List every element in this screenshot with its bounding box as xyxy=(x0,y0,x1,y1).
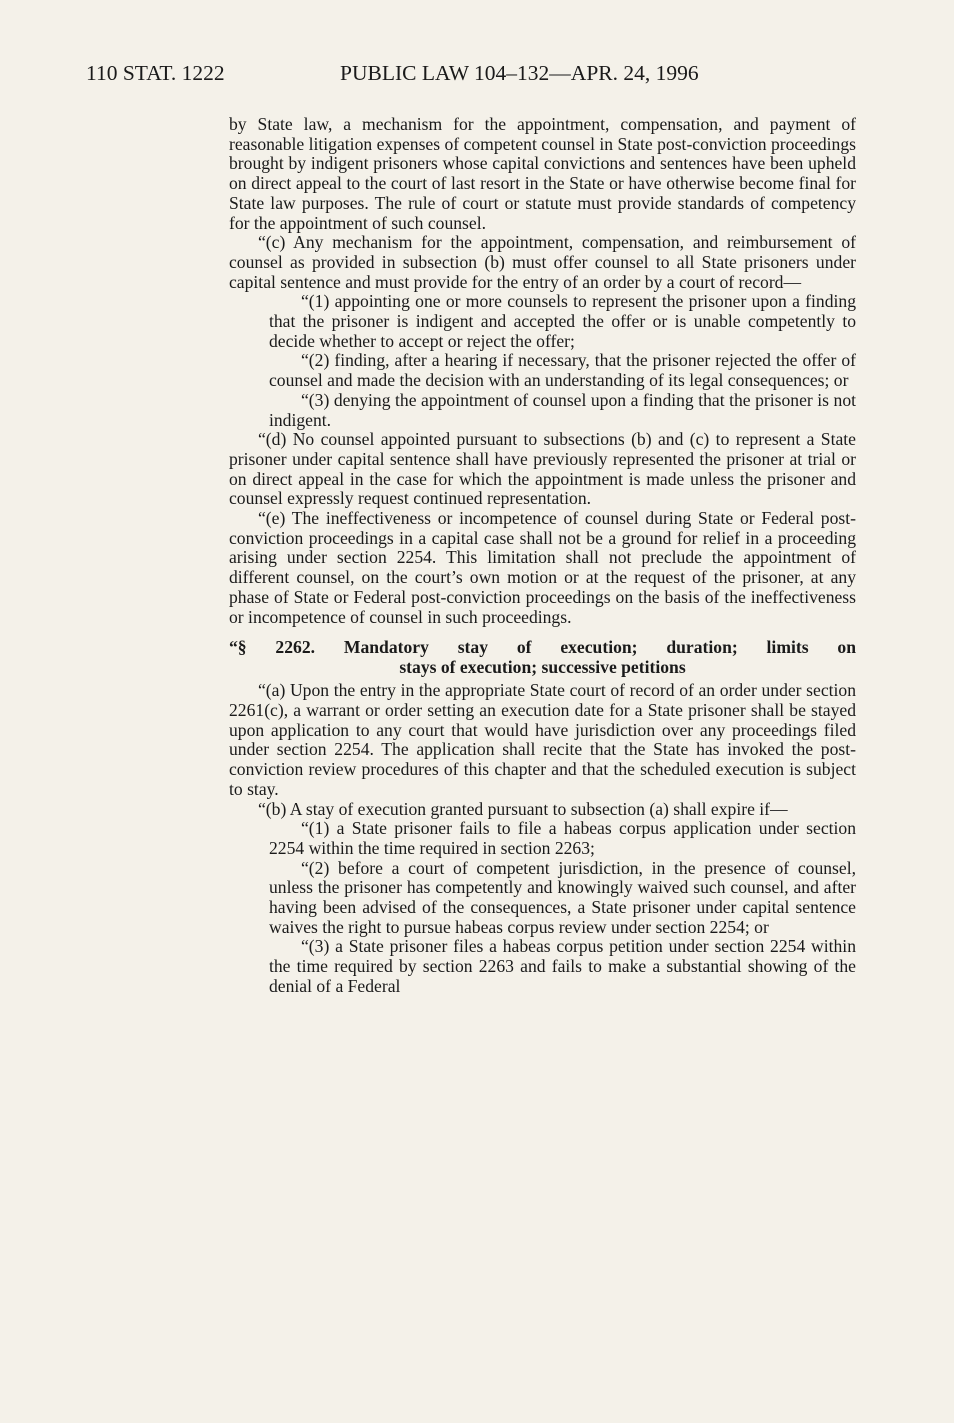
running-head xyxy=(86,58,866,88)
body-text xyxy=(229,115,856,997)
section-2262-subsection-b-3: “(3) a State prisoner files a habeas corpus petition under section 2254 within the time required by section 2263 and fails to make a substantial showing of the denial of a Federal xyxy=(269,936,856,996)
subsection-c-2: “(2) finding, after a hearing if necessary, that the prisoner rejected the offer of counsel and made the decision with an understanding of its legal consequences; or xyxy=(269,350,856,391)
section-2262-subsection-b: “(b) A stay of execution granted pursuant to subsection (a) shall expire if— xyxy=(258,798,788,819)
subsection-d: “(d) No counsel appointed pursuant to subsections (b) and (c) to represent a State prisoner under capital sentence shall have previously represented the prisoner at trial or on direct appeal in the case for which the appointment is made unless the prisoner and counsel expressly request continued representation. xyxy=(229,429,856,509)
section-2262-subsection-b-1: “(1) a State prisoner fails to file a habeas corpus application under section 2254 within the time required in section 2263; xyxy=(269,818,856,858)
section-2262-subsection-b-2: “(2) before a court of competent jurisdiction, in the presence of counsel, unless the prisoner has competently and knowingly waived such counsel, and after having been advised of the consequences, a State prisoner under capital sentence waives the right to pursue habeas corpus review under section 2254; or xyxy=(269,857,856,937)
section-2262-heading xyxy=(229,637,856,677)
section-heading-line-2: stays of execution; successive petitions xyxy=(399,657,686,678)
subsection-e: “(e) The ineffectiveness or incompetence of counsel during State or Federal post-conviction proceedings in a capital case shall not be a ground for relief in a proceeding arising under section 2254. This limitation shall not preclude the appointment of different counsel, on the court’s own motion or at the request of the prisoner, at any phase of State or Federal post-conviction proceedings on the basis of the ineffectiveness or incompetence of counsel in such proceedings. xyxy=(229,508,856,627)
section-2262-subsection-a: “(a) Upon the entry in the appropriate State court of record of an order under section 2261(c), a warrant or order setting an execution date for a State prisoner shall be stayed upon application to any court that would have jurisdiction over any proceedings filed under section 2254. The application shall recite that the State has invoked the post-conviction review procedures of this chapter and that the scheduled execution is subject to stay. xyxy=(229,680,856,799)
statute-citation: 110 STAT. 1222 xyxy=(86,61,225,85)
paragraph-continuation: by State law, a mechanism for the appointment, compensation, and payment of reasonable litigation expenses of competent counsel in State post-conviction proceedings brought by indigent prisoners whose capital convictions and sentences have been upheld on direct appeal to the court of last resort in the State or have otherwise become final for State law purposes. The rule of court or statute must provide standards of competency for the appointment of such counsel. xyxy=(229,114,856,233)
subsection-c: “(c) Any mechanism for the appointment, compensation, and reimbursement of counsel as provided in subsection (b) must offer counsel to all State prisoners under capital sentence and must provide for the entry of an order by a court of record— xyxy=(229,232,856,292)
section-heading-line-1: “§ 2262. Mandatory stay of execution; duration; limits on xyxy=(229,637,856,658)
subsection-c-1: “(1) appointing one or more counsels to represent the prisoner upon a finding that the prisoner is indigent and accepted the offer or is unable competently to decide whether to accept or reject the offer; xyxy=(269,291,856,351)
subsection-c-3: “(3) denying the appointment of counsel upon a finding that the prisoner is not indigent. xyxy=(269,389,856,430)
public-law-citation: PUBLIC LAW 104–132—APR. 24, 1996 xyxy=(340,61,699,85)
